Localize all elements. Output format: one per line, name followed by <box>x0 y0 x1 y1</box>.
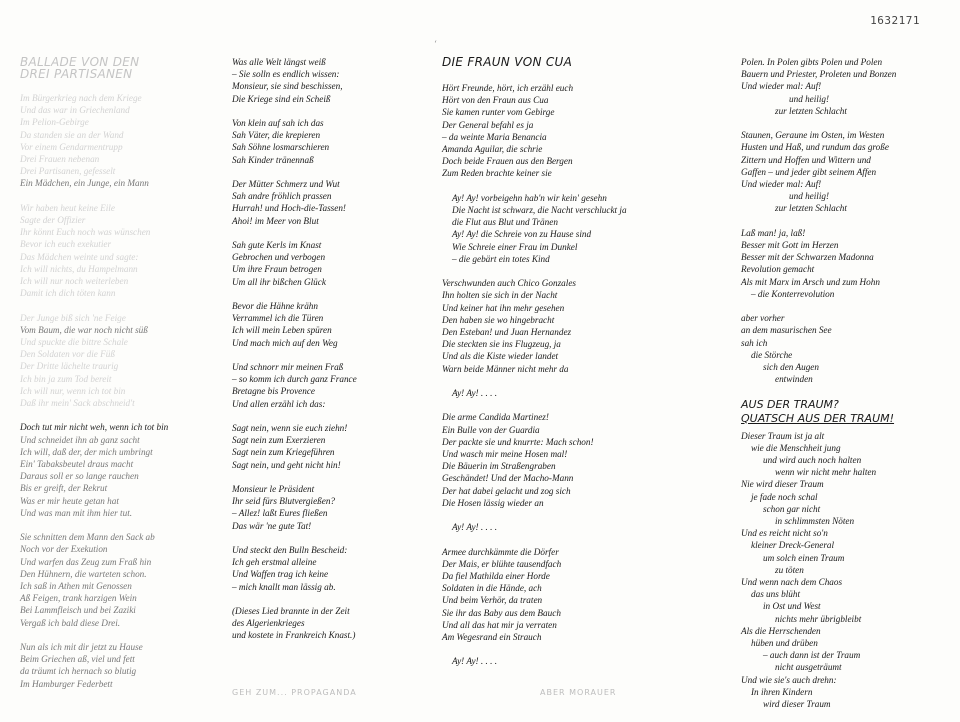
footer-right: ABER MORAUER <box>540 688 617 697</box>
verse-line: Bretagne bis Provence <box>232 386 315 397</box>
verse-line: Ich saß in Athen mit Genossen <box>20 581 132 592</box>
stanza <box>442 277 692 375</box>
verse-line: Da standen sie an der Wand <box>20 129 124 140</box>
verse-line: Verschwunden auch Chico Gonzales <box>442 278 576 289</box>
verse-line: Und wenn nach dem Chaos <box>741 577 843 588</box>
verse-line: Und schneidet ihn ab ganz sacht <box>20 434 140 445</box>
verse-line: Daraus soll er so lange rauchen <box>20 471 139 482</box>
verse-line: Und als die Kiste wieder landet <box>442 351 559 362</box>
verse-line: Ich will nur, wenn ich tot bin <box>20 385 126 396</box>
verse-line: Ich will nichts, du Hampelmann <box>20 263 138 274</box>
stanza <box>741 227 951 300</box>
verse-line: Und beim Verhör, da traten <box>442 595 543 606</box>
verse-line: – Allez! laßt Eures fließen <box>232 508 328 519</box>
verse-line: Ay! Ay! . . . . <box>452 388 497 399</box>
stanzas-traum <box>741 430 951 711</box>
verse-line: Ay! Ay! . . . . <box>452 522 497 533</box>
column-lied <box>232 56 432 654</box>
verse-line: schon gar nicht <box>763 503 821 514</box>
verse-line: Der General befahl es ja <box>442 119 534 130</box>
verse-line: Der Junge biß sich 'ne Feige <box>20 312 126 323</box>
verse-line: sah ich <box>741 337 768 348</box>
verse-line: Sah Söhne losmarschieren <box>232 142 330 153</box>
verse-line: wie die Menschheit jung <box>751 442 841 453</box>
verse-line: Den Esteban! und Juan Hernandez <box>442 327 572 338</box>
verse-line: Im Pelion-Gebirge <box>20 117 89 128</box>
stanza <box>20 202 210 300</box>
verse-line: Und warfen das Zeug zum Fraß hin <box>20 556 152 567</box>
stanza <box>442 411 692 509</box>
verse-line: Den haben sie wo hingebracht <box>442 314 555 325</box>
verse-line: Ich bin ja zum Tod bereit <box>20 373 112 384</box>
footer-left: GEH ZUM... PROPAGANDA <box>232 688 357 697</box>
verse-line: Und mach mich auf den Weg <box>232 337 338 348</box>
verse-line: Sah Kinder tränennaß <box>232 154 314 165</box>
verse-line: Doch tut mir nicht weh, wenn ich tot bin <box>20 422 169 433</box>
verse-line: Polen. In Polen gibts Polen und Polen <box>741 57 883 67</box>
verse-line: Ich geh erstmal alleine <box>232 557 317 568</box>
verse-line: Warn beide Männer nicht mehr da <box>442 363 569 374</box>
verse-line: Monsieur, sie sind beschissen, <box>232 81 343 92</box>
verse-line: Monsieur le Präsident <box>232 484 315 494</box>
stanza <box>741 430 951 711</box>
verse-line: je fade noch schal <box>751 491 818 502</box>
verse-line: Bauern und Priester, Proleten und Bonzen <box>741 69 897 80</box>
verse-line: Und allen erzähl ich das: <box>232 398 326 409</box>
verse-line: Was alle Welt längst weiß <box>232 57 326 67</box>
verse-line: Sie kamen runter vom Gebirge <box>442 107 555 118</box>
heading-traum <box>741 398 951 426</box>
verse-line: Bei Lammfleisch und bei Zaziki <box>20 605 136 616</box>
verse-line: Und all das hat mir ja verraten <box>442 619 557 630</box>
verse-line: In ihren Kindern <box>751 686 813 697</box>
verse-line: Daß ihr mein' Sack abschneid't <box>20 398 135 409</box>
verse-line: – Sie solln es endlich wissen: <box>232 69 340 80</box>
verse-line: Im Hamburger Federbett <box>20 678 113 689</box>
verse-line: Ich will mein Leben spüren <box>232 325 332 336</box>
verse-line: Und wasch mir meine Hosen mal! <box>442 449 568 460</box>
verse-line: Sie schnitten dem Mann den Sack ab <box>20 532 155 543</box>
verse-line: (Dieses Lied brannte in der Zeit <box>232 606 350 616</box>
page-id: 1632171 <box>870 14 920 27</box>
verse-line: Sagte der Offizier <box>20 215 86 226</box>
verse-line: Den Hühnern, die warteten schon. <box>20 568 147 579</box>
stanza <box>741 312 951 385</box>
verse-line: Die Bäuerin im Straßengraben <box>442 461 556 472</box>
stanza <box>20 531 210 629</box>
verse-line: Beim Griechen aß, viel und fett <box>20 654 135 665</box>
verse-line: und kostete in Frankreich Knast.) <box>232 630 356 641</box>
verse-line: hüben und drüben <box>751 638 818 649</box>
verse-line: Nun als ich mit dir jetzt zu Hause <box>20 642 143 653</box>
verse-line: Der Mais, er blühte tausendfach <box>442 558 562 569</box>
column-polen <box>741 56 951 722</box>
verse-line: Ay! Ay! . . . . <box>452 656 497 667</box>
margin-mark: ‘ <box>434 40 437 50</box>
verse-line: – die gebärt ein totes Kind <box>452 253 550 264</box>
verse-line: – da weinte Maria Benancia <box>442 131 547 142</box>
verse-line: Husten und Haß, und rundum das große <box>741 142 889 153</box>
verse-line: Als mit Marx im Arsch und zum Hohn <box>741 276 880 287</box>
heading-traum-2: QUATSCH AUS DER TRAUM! <box>741 411 895 425</box>
verse-line: Zittern und Hoffen und Wittern und <box>741 154 871 165</box>
verse-line: Der Mütter Schmerz und Wut <box>232 179 340 189</box>
verse-line: Und was man mit ihm hier tut. <box>20 507 133 518</box>
verse-line: Zum Reden brachte keiner sie <box>442 168 552 179</box>
verse-line: Sagt nein, und geht nicht hin! <box>232 459 341 470</box>
verse-line: Die Hosen lässig wieder an <box>442 497 544 508</box>
stanza <box>741 129 951 214</box>
stanzas-polen <box>741 56 951 385</box>
verse-line: Ihr könnt Euch noch was wünschen <box>20 227 151 238</box>
verse-line: nicht ausgeträumt <box>775 662 842 673</box>
verse-line: Geschändet! Und der Macho-Mann <box>442 473 574 484</box>
verse-line: Am Wegesrand ein Strauch <box>442 632 542 643</box>
verse-line: – die Konterrevolution <box>751 288 835 299</box>
stanza <box>442 82 692 180</box>
verse-line: Und wieder mal: Auf! <box>741 179 822 190</box>
stanza <box>232 605 432 642</box>
verse-line: Sagt nein zum Kriegeführen <box>232 447 335 458</box>
stanza <box>232 422 432 471</box>
verse-line: Sagt nein, wenn sie euch ziehn! <box>232 423 348 433</box>
stanza <box>232 483 432 532</box>
stanza <box>442 655 692 667</box>
verse-line: Ich will, daß der, der mich umbringt <box>20 446 153 457</box>
verse-line: Bevor ich euch exekutier <box>20 239 112 250</box>
verse-line: Die arme Candida Martinez! <box>442 412 549 423</box>
verse-line: Den Soldaten vor die Füß <box>20 349 115 360</box>
verse-line: Wir haben heut keine Eile <box>20 202 115 213</box>
verse-line: Revolution gemacht <box>741 264 815 275</box>
verse-line: aber vorher <box>741 313 785 324</box>
verse-line: Sah Väter, die krepieren <box>232 130 321 141</box>
stanza <box>232 361 432 410</box>
stanza <box>232 544 432 593</box>
stanza <box>20 92 210 190</box>
verse-line: Um all ihr bißchen Glück <box>232 276 326 287</box>
verse-line: Die Kriege sind ein Scheiß <box>232 93 331 104</box>
column-ballade <box>20 56 210 702</box>
verse-line: Und Waffen trag ich keine <box>232 569 329 580</box>
verse-line: Damit ich dich töten kann <box>20 288 116 299</box>
stanzas-ballade <box>20 92 210 690</box>
verse-line: um solch einen Traum <box>763 552 845 563</box>
verse-line: in schlimmsten Nöten <box>775 516 855 527</box>
stanzas-lied <box>232 56 432 642</box>
verse-line: Und schnorr mir meinen Fraß <box>232 362 344 372</box>
verse-line: Hurrah! und Hoch-die-Tassen! <box>232 203 346 214</box>
stanza <box>20 421 210 519</box>
verse-line: Ay! Ay! die Schreie von zu Hause sind <box>452 229 592 240</box>
verse-line: Ein Mädchen, ein Junge, ein Mann <box>20 178 149 189</box>
verse-line: Und es reicht nicht so'n <box>741 528 828 539</box>
stanza <box>442 521 692 533</box>
verse-line: die Störche <box>751 349 793 360</box>
verse-line: zur letzten Schlacht <box>775 203 847 214</box>
verse-line: Wie Schreie einer Frau im Dunkel <box>452 241 578 252</box>
verse-line: Besser mit Gott im Herzen <box>741 240 839 251</box>
title-line: BALLADE VON DEN <box>20 55 140 69</box>
heading-traum-1: AUS DER TRAUM? <box>741 397 839 411</box>
verse-line: Sah andre fröhlich prassen <box>232 191 332 202</box>
stanza <box>442 546 692 644</box>
stanza <box>232 239 432 288</box>
verse-line: Amanda Aguilar, die schrie <box>442 144 543 155</box>
verse-line: Noch vor der Exekution <box>20 544 108 555</box>
verse-line: Ihr seid fürs Blutvergießen? <box>232 496 336 507</box>
verse-line: Sah gute Kerls im Knast <box>232 240 322 250</box>
verse-line: das uns blüht <box>751 589 801 600</box>
verse-line: Und wieder mal: Auf! <box>741 81 822 92</box>
verse-line: Laß man! ja, laß! <box>741 227 806 238</box>
verse-line: Vergaß ich bald diese Drei. <box>20 617 121 628</box>
verse-line: Ich will nur noch weiterleben <box>20 276 129 287</box>
verse-line: Besser mit der Schwarzen Madonna <box>741 252 874 263</box>
verse-line: Die steckten sie ins Flugzeug, ja <box>442 339 561 350</box>
verse-line: Soldaten in die Hände, ach <box>442 583 542 594</box>
verse-line: Ay! Ay! vorbeigehn hab'n wir kein' gesehn <box>452 192 607 203</box>
verse-line: Dieser Traum ist ja alt <box>741 430 825 441</box>
verse-line: und heilig! <box>789 191 830 202</box>
verse-line: Bevor die Hähne krähn <box>232 301 318 311</box>
verse-line: Hört Freunde, hört, ich erzähl euch <box>442 83 574 93</box>
verse-line: Hört von den Fraun aus Cua <box>442 95 549 106</box>
verse-line: – auch dann ist der Traum <box>763 650 861 661</box>
verse-line: Der Dritte lächelte traurig <box>20 361 119 372</box>
verse-line: Da fiel Mathilda einer Horde <box>442 571 550 582</box>
verse-line: Drei Frauen nebenan <box>20 154 100 165</box>
verse-line: entwinden <box>775 374 813 385</box>
stanza <box>20 312 210 410</box>
verse-line: Das Mädchen weinte und sagte: <box>20 251 139 262</box>
verse-line: Und steckt den Bulln Bescheid: <box>232 545 348 555</box>
verse-line: des Algerienkrieges <box>232 618 305 629</box>
verse-line: Aß Feigen, trank harzigen Wein <box>20 593 137 604</box>
verse-line: Verrammel ich die Türen <box>232 313 324 324</box>
verse-line: Ihn holten sie sich in der Nacht <box>442 290 558 301</box>
verse-line: sich den Augen <box>763 362 819 373</box>
stanza <box>442 387 692 399</box>
verse-line: wenn wir nicht mehr halten <box>775 467 877 478</box>
verse-line: Und das war in Griechenland <box>20 105 130 116</box>
verse-line: Der packte sie und knurrte: Mach schon! <box>442 436 594 447</box>
verse-line: Ein' Tabaksbeutel draus macht <box>20 459 134 470</box>
verse-line: kleiner Dreck-General <box>751 540 835 551</box>
verse-line: Sie ihr das Baby aus dem Bauch <box>442 607 561 618</box>
verse-line: Nie wird dieser Traum <box>741 479 824 490</box>
stanza <box>232 178 432 227</box>
title-fraun-von-cua: DIE FRAUN VON CUA <box>442 55 573 69</box>
verse-line: da träumt ich hernach so blutig <box>20 666 137 677</box>
verse-line: Die Nacht ist schwarz, die Nacht verschluckt ja <box>452 205 627 216</box>
verse-line: Ein Bulle von der Guardia <box>442 424 540 435</box>
verse-line: in Ost und West <box>763 601 821 612</box>
verse-line: Der hat dabei gelacht und zog sich <box>442 485 571 496</box>
verse-line: – so komm ich durch ganz France <box>232 374 357 385</box>
stanza <box>442 192 692 265</box>
verse-line: Im Bürgerkrieg nach dem Kriege <box>20 93 142 103</box>
verse-line: die Flut aus Blut und Tränen <box>452 217 558 228</box>
verse-line: Gaffen – und jeder gibt seinem Affen <box>741 166 877 177</box>
title-line: DREI PARTISANEN <box>20 67 133 81</box>
verse-line: Das wär 'ne gute Tat! <box>232 520 312 531</box>
verse-line: Und wie sie's auch drehn: <box>741 674 837 685</box>
verse-line: wird dieser Traum <box>763 699 831 710</box>
stanza <box>232 117 432 166</box>
verse-line: und heilig! <box>789 93 830 104</box>
verse-line: Um ihre Fraun betrogen <box>232 264 322 275</box>
verse-line: Drei Partisanen, gefesselt <box>20 166 116 177</box>
verse-line: Vor einem Gendarmentrupp <box>20 141 123 152</box>
stanza <box>232 56 432 105</box>
verse-line: – mich knallt man lässig ab. <box>232 581 336 592</box>
stanzas-fraun-von-cua <box>442 82 692 668</box>
title-ballade <box>20 56 210 80</box>
verse-line: Staunen, Geraune im Osten, im Westen <box>741 130 885 141</box>
stanza <box>20 641 210 690</box>
verse-line: Was er mir heute getan hat <box>20 495 119 506</box>
verse-line: Sagt nein zum Exerzieren <box>232 435 326 446</box>
verse-line: Von klein auf sah ich das <box>232 118 324 128</box>
verse-line: zu töten <box>775 564 804 575</box>
verse-line: Und spuckte die bittre Schale <box>20 337 128 348</box>
verse-line: an dem masurischen See <box>741 325 832 336</box>
verse-line: Vom Baum, die war noch nicht süß <box>20 324 148 335</box>
verse-line: Gebrochen und verbogen <box>232 252 326 263</box>
column-fraun-von-cua <box>442 56 692 680</box>
verse-line: Armee durchkämmte die Dörfer <box>442 546 559 557</box>
stanza <box>741 56 951 117</box>
verse-line: Bis er greift, der Rekrut <box>20 483 108 494</box>
verse-line: Doch beide Frauen aus den Bergen <box>442 156 573 167</box>
stanza <box>232 300 432 349</box>
verse-line: Und keiner hat ihn mehr gesehen <box>442 302 565 313</box>
verse-line: zur letzten Schlacht <box>775 105 847 116</box>
verse-line: Als die Herrschenden <box>741 625 821 636</box>
verse-line: Ahoi! im Meer von Blut <box>232 215 319 226</box>
verse-line: und wird auch noch halten <box>763 455 862 466</box>
verse-line: nichts mehr übrigbleibt <box>775 613 862 624</box>
